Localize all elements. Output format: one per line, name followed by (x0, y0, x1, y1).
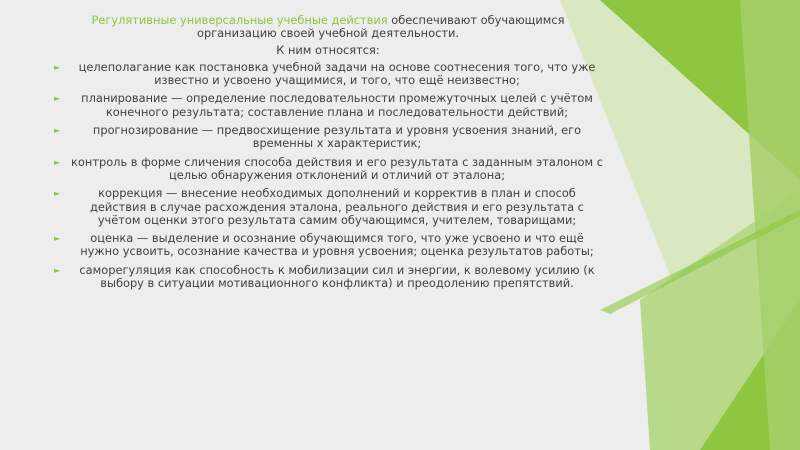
bullet-arrow-icon: ► (54, 157, 61, 167)
subheading: К ним относятся: (276, 42, 380, 57)
list-item (52, 61, 604, 88)
list-item-text: саморегуляция как способность к мобилизации сил и энергии, к волевому усилию (к выбору в ситуации мотивационного конфликта) и преодолению препятствий. (79, 262, 595, 291)
bullet-arrow-icon: ► (54, 265, 61, 275)
bullet-arrow-icon: ► (54, 189, 61, 199)
bullet-list (52, 61, 604, 290)
slide-body (52, 14, 604, 295)
list-item-text: контроль в форме сличения способа действия и его результата с заданным эталоном с целью обнаружения отклонений и отличий от эталона; (71, 154, 603, 182)
list-item (52, 124, 604, 151)
intro-paragraph (52, 14, 604, 41)
bullet-arrow-icon: ► (54, 234, 61, 244)
list-item-text: коррекция — внесение необходимых дополнений и корректив в план и способ действия в случае расхождения эталона, реального действия и его результата с учётом оценки этого результата самим обучающимся, учителем, товарищами; (90, 186, 584, 227)
intro-highlight: Регулятивные универсальные учебные действия (91, 13, 388, 27)
list-item (52, 264, 604, 291)
bullet-arrow-icon: ► (54, 94, 61, 104)
list-item (52, 156, 604, 183)
list-item (52, 232, 604, 259)
intro-rest: обеспечивают обучающимся организацию своей учебной деятельности. (196, 13, 565, 41)
list-item (52, 92, 604, 119)
list-item-text: целеполагание как постановка учебной задачи на основе соотнесения того, что уже известно и усвоено учащимися, и того, что ещё неизвестно; (78, 59, 596, 88)
list-item-text: прогнозирование — предвосхищение результата и уровня усвоения знаний, его временны х характеристик; (92, 123, 582, 151)
list-item-text: оценка — выделение и осознание обучающимся того, что уже усвоено и что ещё нужно усвоить, осознание качества и уровня усвоения; оценка результатов работы; (80, 231, 594, 259)
list-item (52, 187, 604, 227)
bullet-arrow-icon: ► (54, 126, 61, 136)
list-item-text: планирование — определение последовательности промежуточных целей с учётом конечного результата; составление плана и последовательности действий; (81, 91, 593, 119)
bullet-arrow-icon: ► (54, 62, 61, 72)
